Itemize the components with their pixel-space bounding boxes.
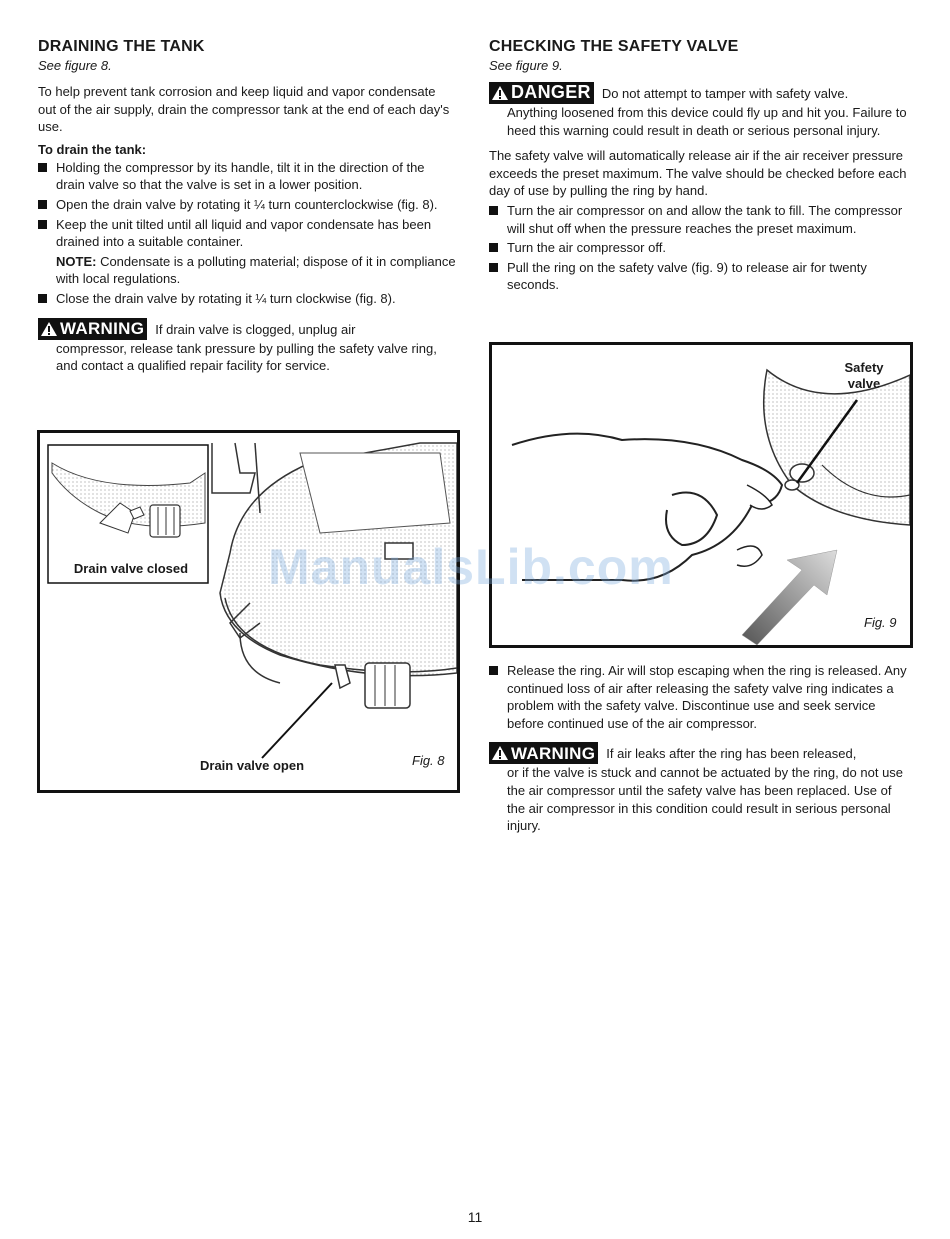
warning-label: WARNING	[38, 318, 147, 340]
fig-8-label: Fig. 8	[412, 753, 445, 768]
page-number: 11	[467, 1209, 483, 1225]
drain-warning: WARNING If drain valve is clogged, unplug air compressor, release tank pressure by pulling the safety valve ring, and contact a qualified repair facility for service.	[38, 318, 456, 375]
compressor-drain-illustration	[40, 433, 457, 790]
bullet-square-icon	[38, 200, 47, 209]
callout-safety-valve: Safety valve	[844, 360, 884, 391]
drain-steps-last	[38, 290, 456, 308]
figure-9	[489, 342, 913, 648]
list-item: Pull the ring on the safety valve (fig. 9) to release air for twenty seconds.	[489, 259, 913, 294]
list-item: Holding the compressor by its handle, tilt it in the direction of the drain valve so that the valve is set in a lower position.	[38, 159, 456, 194]
safety-intro: The safety valve will automatically release air if the air receiver pressure exceeds the preset maximum. The valve should be checked before each day of use by pulling the ring by hand.	[489, 148, 907, 199]
list-item: Keep the unit tilted until all liquid and vapor condensate has been drained into a suitable container.	[38, 216, 456, 251]
condensate-note: NOTE: Condensate is a polluting material; dispose of it in compliance with local regulations.	[56, 253, 456, 287]
warning-label: WARNING	[489, 742, 598, 764]
figure-8	[37, 430, 460, 793]
safety-warning: WARNING If air leaks after the ring has been released, or if the valve is stuck and cannot be actuated by the ring, do not use the air compressor until the safety valve has been replaced. Use of the air compressor in this condition could result in serious personal injury.	[489, 742, 913, 834]
warning-triangle-icon	[491, 745, 509, 761]
bullet-square-icon	[489, 206, 498, 215]
callout-drain-valve-closed: Drain valve closed	[62, 561, 200, 577]
danger-label: DANGER	[489, 82, 594, 104]
fig-9-label: Fig. 9	[864, 615, 897, 630]
release-step	[489, 662, 913, 732]
safety-danger: DANGER Do not attempt to tamper with safety valve. Anything loosened from this device could fly up and hit you. Failure to heed this warning could result in death or serious personal injury.	[489, 82, 913, 139]
watermark: ManualsLib.com	[268, 539, 674, 595]
left-column	[38, 38, 456, 375]
draining-intro: To help prevent tank corrosion and keep liquid and vapor condensate out of the air supply, drain the compressor tank at the end of each day's use.	[38, 84, 450, 135]
drain-steps	[38, 159, 456, 251]
callout-drain-valve-open: Drain valve open	[200, 758, 305, 773]
list-item: Release the ring. Air will stop escaping when the ring is released. Any continued loss of air after releasing the safety valve ring indicates a problem with the safety valve. Discontinue use and seek service before continued use of the air compressor.	[489, 662, 913, 732]
section-title-draining: DRAINING THE TANK	[38, 38, 205, 55]
list-item: Turn the air compressor off.	[489, 239, 913, 257]
section-title-safety-valve: CHECKING THE SAFETY VALVE	[489, 38, 739, 55]
safety-steps	[489, 202, 913, 294]
see-figure-8: See figure 8.	[38, 58, 112, 73]
warning-triangle-icon	[40, 321, 58, 337]
bullet-square-icon	[38, 294, 47, 303]
drain-subhead: To drain the tank:	[38, 141, 147, 157]
see-figure-9: See figure 9.	[489, 58, 563, 73]
list-item: Close the drain valve by rotating it ¼ turn clockwise (fig. 8).	[38, 290, 456, 308]
right-column	[489, 38, 913, 296]
list-item: Open the drain valve by rotating it ¼ turn counterclockwise (fig. 8).	[38, 196, 456, 214]
bullet-square-icon	[489, 263, 498, 272]
bullet-square-icon	[38, 220, 47, 229]
bullet-square-icon	[489, 243, 498, 252]
right-column-lower	[489, 662, 913, 835]
warning-triangle-icon	[491, 85, 509, 101]
list-item: Turn the air compressor on and allow the tank to fill. The compressor will shut off when the pressure reaches the preset maximum.	[489, 202, 913, 237]
bullet-square-icon	[489, 666, 498, 675]
bullet-square-icon	[38, 163, 47, 172]
